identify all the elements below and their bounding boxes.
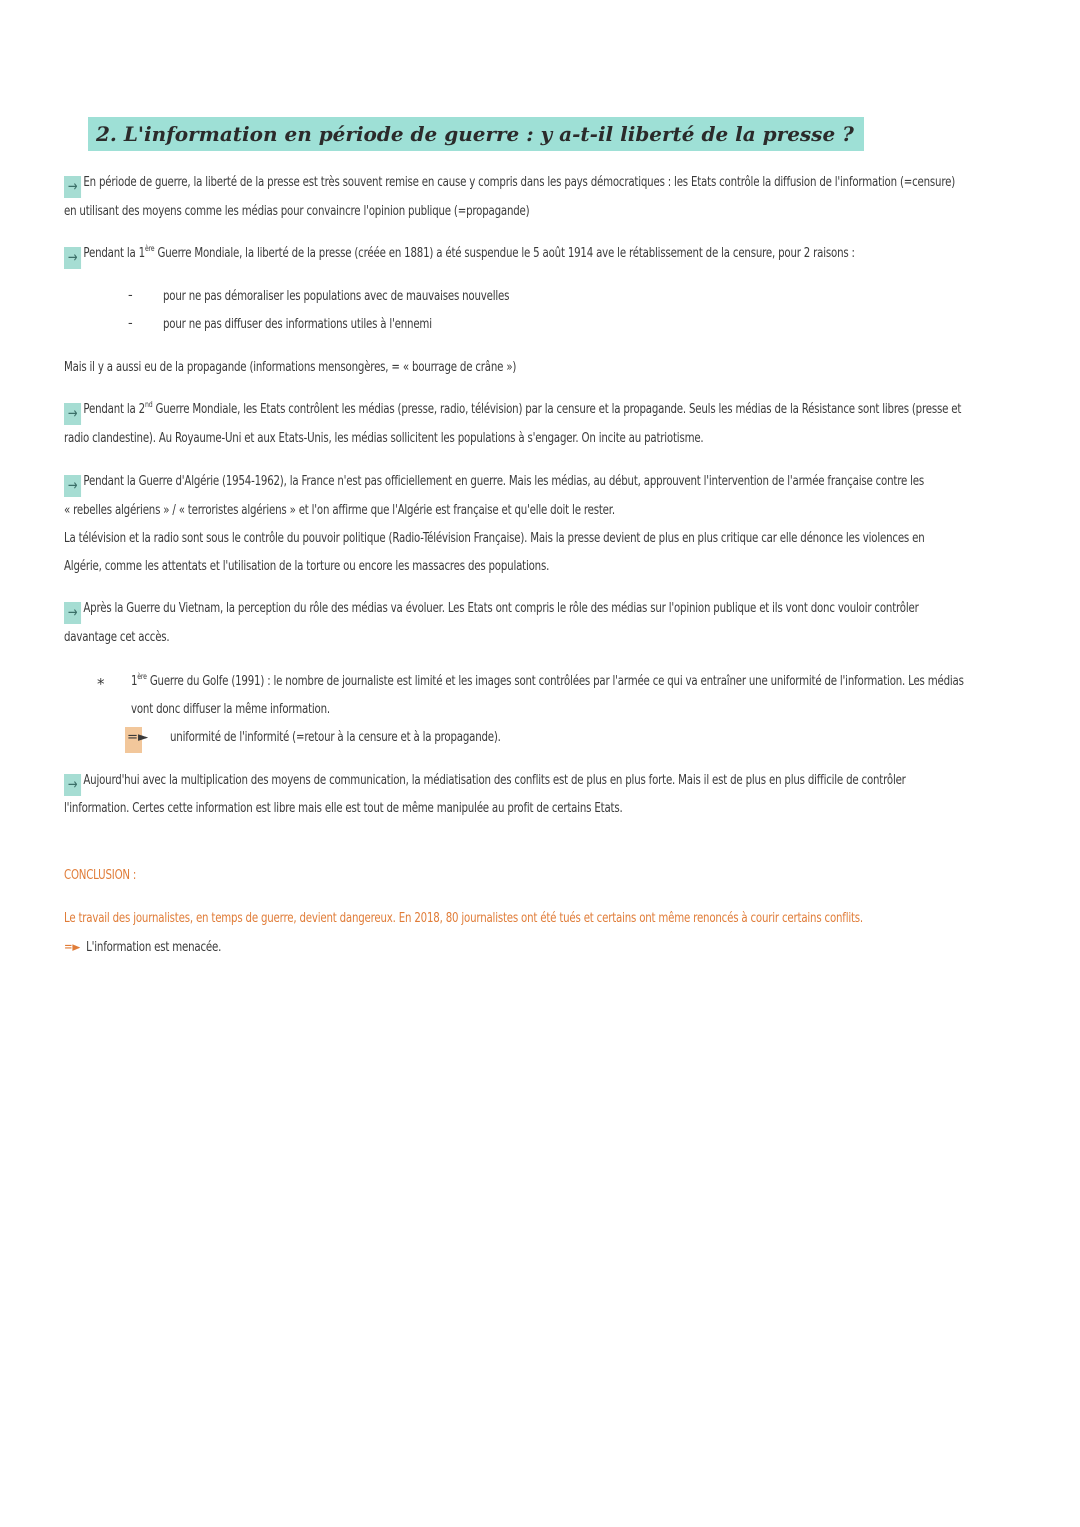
p4-line1: → Pendant la Guerre d'Algérie (1954-1962), la France n'est pas officiellement en guerre. Mais les médias, au début, approuvent l'intervention de l'armée française contre les [64, 473, 924, 497]
p4-line3: La télévision et la radio sont sous le contrôle du pouvoir politique (Radio-Télévision Française). Mais la presse devient de plus en plus critique car elle dénonce les violences en [64, 531, 925, 546]
gulf-line3: uniformité de l'informité (=retour à la censure et à la propagande). [170, 730, 501, 745]
star-bullet: * [97, 675, 105, 693]
conclusion-label: CONCLUSION : [64, 868, 137, 883]
p6-line1: → Aujourd'hui avec la multiplication des moyens de communication, la médiatisation des conflits est de plus en plus forte. Mais il est de plus en plus difficile de contrôler [64, 772, 906, 796]
p3-line1: → Pendant la 2nd Guerre Mondiale, les Etats contrôlent les médias (presse, radio, télévision) par la censure et la propagande. Seuls les médias de la Résistance sont libres (presse et [64, 401, 961, 425]
p2-line1: → Pendant la 1ère Guerre Mondiale, la liberté de la presse (créée en 1881) a été suspendue le 5 août 1914 ave le rétablissement de la censure, pour 2 raisons : [64, 245, 855, 269]
p5-line2: davantage cet accès. [64, 630, 170, 645]
p6-line2: l'information. Certes cette information est libre mais elle est tout de même manipulée au profit de certains Etats. [64, 801, 623, 816]
bullet-item: pour ne pas démoraliser les populations avec de mauvaises nouvelles [163, 289, 510, 304]
p3-line2: radio clandestine). Au Royaume-Uni et aux Etats-Unis, les médias sollicitent les populations à s'engager. On incite au patriotisme. [64, 431, 704, 446]
bullet-dash: - [128, 316, 133, 331]
p4-line4: Algérie, comme les attentats et l'utilisation de la torture ou encore les massacres des populations. [64, 559, 550, 574]
section-number: 2. [96, 122, 117, 146]
conclusion-text: Le travail des journalistes, en temps de guerre, devient dangereux. En 2018, 80 journalistes ont été tués et certains ont même renoncés à courir certains conflits. [64, 911, 863, 926]
bullet-dash: - [128, 288, 133, 303]
arrow-icon: → [64, 247, 81, 269]
result-arrow-icon: =► [127, 730, 149, 745]
bullet-item: pour ne pas diffuser des informations utiles à l'ennemi [163, 317, 432, 332]
p5-line1: → Après la Guerre du Vietnam, la perception du rôle des médias va évoluer. Les Etats ont compris le rôle des médias sur l'opinion publique et ils vont donc vouloir contrôler [64, 600, 919, 624]
section-heading [88, 117, 864, 151]
arrow-icon: → [64, 403, 81, 425]
section-title: L'information en période de guerre : y a-t-il liberté de la presse ? [123, 122, 854, 146]
conclusion-result: =► L'information est menacée. [64, 940, 222, 955]
p4-line2: « rebelles algériens » / « terroristes algériens » et l'on affirme que l'Algérie est française et qu'elle doit le rester. [64, 503, 615, 518]
gulf-line2: vont donc diffuser la même information. [131, 702, 330, 717]
arrow-icon: → [64, 774, 81, 796]
p1-line2: en utilisant des moyens comme les médias pour convaincre l'opinion publique (=propagande) [64, 204, 530, 219]
arrow-icon: → [64, 475, 81, 497]
p1-line1: → En période de guerre, la liberté de la presse est très souvent remise en cause y compris dans les pays démocratiques : les Etats contrôle la diffusion de l'information (=censure) [64, 174, 955, 198]
propaganda-line: Mais il y a aussi eu de la propagande (informations mensongères, = « bourrage de crâne ») [64, 360, 517, 375]
gulf-line1: 1ère Guerre du Golfe (1991) : le nombre de journaliste est limité et les images sont contrôlées par l'armée ce qui va entraîner une uniformité de l'information. Les médias [131, 672, 964, 689]
arrow-icon: → [64, 176, 81, 198]
result-arrow-icon: =► [64, 940, 81, 955]
arrow-icon: → [64, 602, 81, 624]
